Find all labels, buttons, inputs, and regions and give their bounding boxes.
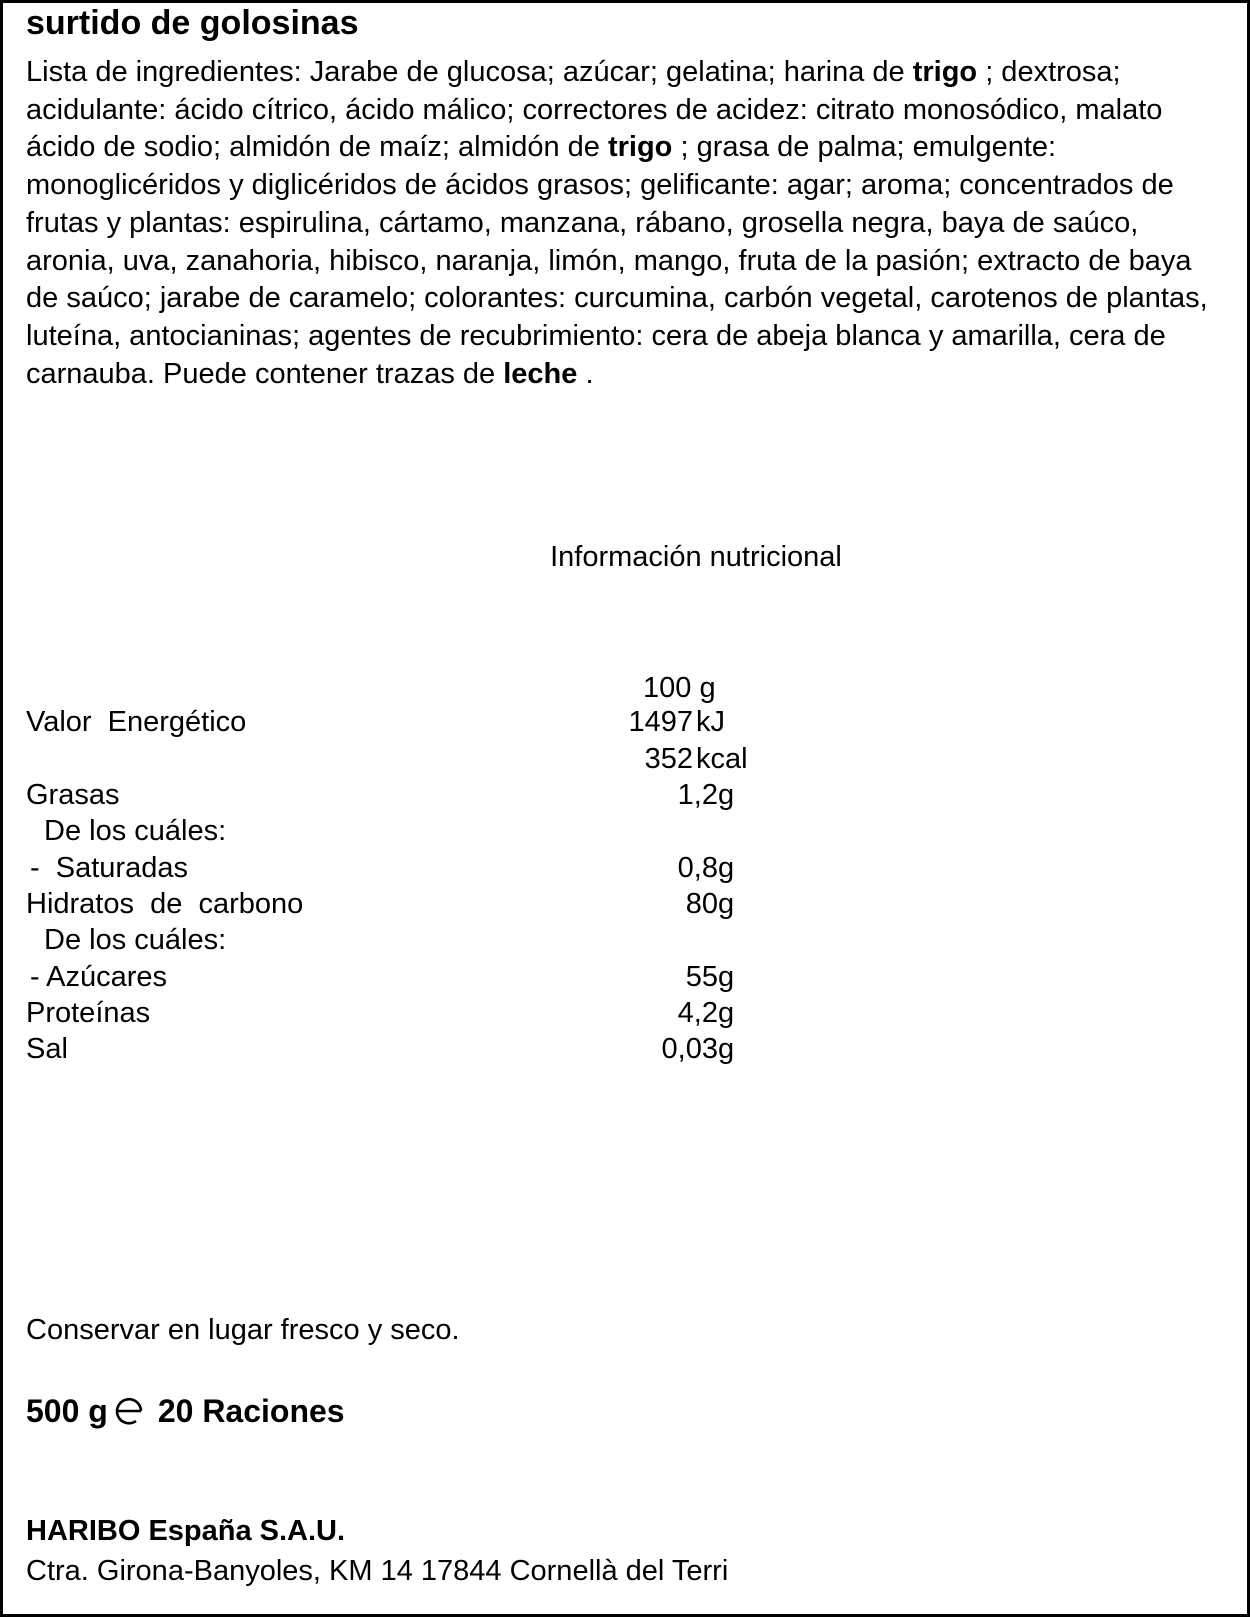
sugars-value: 55 bbox=[685, 961, 718, 993]
salt-label: Sal bbox=[26, 1033, 68, 1065]
protein-value: 4,2 bbox=[677, 997, 718, 1029]
ingredients-list bbox=[26, 54, 1226, 393]
servings: 20 Raciones bbox=[157, 1393, 345, 1429]
allergen-milk: leche bbox=[503, 357, 578, 390]
fat-value: 1,2 bbox=[677, 779, 718, 811]
company-address: Ctra. Girona-Banyoles, KM 14 17844 Cornellà del Terri bbox=[26, 1555, 729, 1587]
per-100g-header: 100 g bbox=[643, 672, 716, 704]
salt-unit: g bbox=[718, 1033, 735, 1065]
company-name: HARIBO España S.A.U. bbox=[26, 1515, 346, 1547]
product-name: surtido de golosinas bbox=[26, 4, 359, 42]
net-weight: 500 g bbox=[26, 1393, 108, 1429]
energy-kcal-value: 352 bbox=[644, 743, 693, 775]
energy-kj-value: 1497 bbox=[628, 706, 693, 738]
fat-label: Grasas bbox=[26, 779, 120, 811]
net-weight-line bbox=[26, 1393, 345, 1430]
protein-unit: g bbox=[718, 997, 735, 1029]
carbs-value: 80 bbox=[685, 888, 718, 920]
ingredients-text-3: ; grasa de palma; emulgente: monoglicéridos y diglicéridos de ácidos grasos; gelificante: agar; aroma; concentrados de frutas y plantas: espirulina, cártamo, manzana, rábano, grosella negra, baya de saúco, aronia, uva, zanahoria, hibisco, naranja, limón, mango, fruta de la pasión; extracto de baya de saúco; jarabe de caramelo; colorantes: curcumina, carbón vegetal, carotenos de plantas, luteína, antocianinas; agentes de recubrimiento: cera de abeja blanca y amarilla, cera de carnauba. Puede contener trazas de bbox=[26, 131, 1208, 390]
allergen-wheat-1: trigo bbox=[912, 56, 978, 88]
estimated-sign-icon bbox=[112, 1394, 146, 1428]
saturated-unit: g bbox=[718, 852, 735, 884]
ingredients-text-4: . bbox=[577, 357, 594, 390]
saturated-label: - Saturadas bbox=[30, 852, 188, 884]
energy-label: Valor Energético bbox=[26, 706, 247, 738]
storage-instructions: Conservar en lugar fresco y seco. bbox=[26, 1314, 460, 1346]
allergen-wheat-2: trigo bbox=[607, 131, 673, 164]
carbs-unit: g bbox=[718, 888, 735, 920]
sugars-unit: g bbox=[718, 961, 735, 993]
nutrition-heading: Información nutricional bbox=[550, 541, 842, 573]
protein-label: Proteínas bbox=[26, 997, 151, 1029]
energy-kcal-unit: kcal bbox=[696, 743, 748, 775]
fat-unit: g bbox=[718, 779, 735, 811]
energy-kj-unit: kJ bbox=[696, 706, 725, 738]
ingredients-text-1: Lista de ingredientes: Jarabe de glucosa; azúcar; gelatina; harina de bbox=[26, 56, 913, 88]
carbs-label: Hidratos de carbono bbox=[26, 888, 304, 920]
carbs-of-which-label: De los cuáles: bbox=[44, 924, 227, 956]
saturated-value: 0,8 bbox=[677, 852, 718, 884]
fat-of-which-label: De los cuáles: bbox=[44, 815, 227, 847]
ingredients-text-2: ; dextrosa; acidulante: ácido cítrico, ácido málico; correctores de acidez: citrato monosódico, malato ácido de sodio; almidón de maíz; almidón de bbox=[26, 56, 1163, 164]
salt-value: 0,03 bbox=[661, 1033, 718, 1065]
sugars-label: - Azúcares bbox=[30, 961, 167, 993]
